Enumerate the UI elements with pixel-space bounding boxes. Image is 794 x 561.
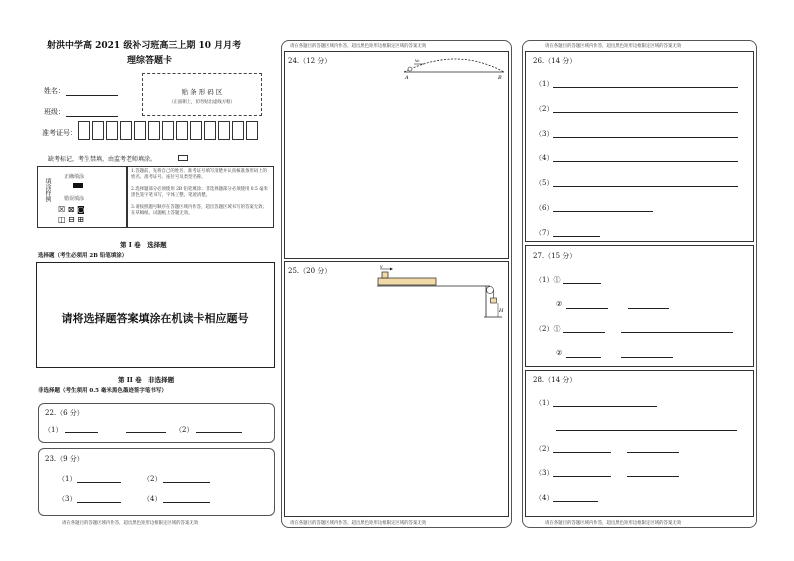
fill-sample-side-label: 填涂样例 xyxy=(44,178,51,202)
q26-item-2: （2） xyxy=(535,105,554,113)
q28-blank-6[interactable] xyxy=(627,476,679,477)
right-bottom-note: 请在各题目的答题区域内作答，超出黑色矩形边框限定区域的答案无效 xyxy=(545,521,682,526)
q28-blank-5[interactable] xyxy=(553,476,611,477)
q23-blank-3[interactable] xyxy=(77,502,121,503)
note-1: 1.答题前，先将自己的姓名、准考证号填写清楚并认真核准条形码上的姓名、准考证号、座位号及类型名称。 xyxy=(131,169,267,181)
q27-item-3: （2）① xyxy=(535,325,561,333)
q26-item-7: （7） xyxy=(535,229,554,237)
class-field[interactable] xyxy=(66,116,118,117)
name-field[interactable] xyxy=(66,95,118,96)
correct-fill-mark xyxy=(73,183,83,188)
q26-blank-7[interactable] xyxy=(553,236,600,237)
q23-blank-4[interactable] xyxy=(163,502,210,503)
q27-blank-7[interactable] xyxy=(621,357,673,358)
q23-blank-1[interactable] xyxy=(77,482,121,483)
svg-text:v: v xyxy=(380,265,383,270)
wrong-fill-marks-row2: ◫ ⊟ ⊞ xyxy=(58,215,85,224)
q26-blank-3[interactable] xyxy=(553,137,738,138)
exam-title: 射洪中学高 2021 级补习班高三上期 10 月月考 xyxy=(47,41,242,51)
q27-blank-4[interactable] xyxy=(563,332,605,333)
q22-blank-3[interactable] xyxy=(196,432,242,433)
q27-blank-2[interactable] xyxy=(566,308,608,309)
correct-fill-label: 正确填涂 xyxy=(64,174,85,180)
q28-item-1: （1） xyxy=(535,399,554,407)
q26-title: 26.（14 分） xyxy=(533,57,577,65)
q28-blank-3[interactable] xyxy=(553,452,611,453)
card-title: 理综答题卡 xyxy=(127,56,173,66)
q24-answer-area[interactable] xyxy=(284,51,509,259)
barcode-subtitle: （正面朝上，切勿贴出虚线方框） xyxy=(169,100,235,105)
choice-answer-box xyxy=(36,262,275,368)
q23-blank-2[interactable] xyxy=(163,482,210,483)
q26-item-6: （6） xyxy=(535,204,554,212)
svg-text:v₀: v₀ xyxy=(415,59,420,64)
note-3: 3.请按照题号顺序在答题区域内作答，超出答题区域书写的答案无效；在草稿纸、试题纸上答题无效。 xyxy=(131,205,267,217)
q28-item-2: （2） xyxy=(535,445,554,453)
q26-blank-2[interactable] xyxy=(553,112,738,113)
q27-item-4: ② xyxy=(556,349,563,357)
q23-item-4: （4） xyxy=(143,495,162,503)
svg-text:H: H xyxy=(499,308,504,314)
part1-subtitle: 选择题（考生必须用 2B 铅笔填涂） xyxy=(38,253,128,259)
wrong-fill-marks-row1: ☒ ⊠ ◙ xyxy=(58,205,85,214)
q22-item-1: （1） xyxy=(44,426,63,434)
absent-mark-text: 缺考标记，考生禁填，由监考老师填涂。 xyxy=(48,156,157,163)
name-label: 姓名： xyxy=(44,87,65,95)
q28-blank-1[interactable] xyxy=(553,406,657,407)
q28-answer-area[interactable] xyxy=(525,370,754,517)
part1-title: 第 I 卷 选择题 xyxy=(120,241,167,249)
q22-blank-1[interactable] xyxy=(65,432,98,433)
q26-blank-4[interactable] xyxy=(553,161,738,162)
q26-blank-1[interactable] xyxy=(553,87,738,88)
q23-item-2: （2） xyxy=(143,475,162,483)
q28-blank-7[interactable] xyxy=(553,501,598,502)
q28-item-4: （4） xyxy=(535,494,554,502)
part2-subtitle: 非选择题（考生须用 0.5 毫米黑色墨迹签字笔书写） xyxy=(38,388,167,394)
barcode-area xyxy=(142,73,262,116)
q27-item-1: （1）① xyxy=(535,276,561,284)
class-label: 班级： xyxy=(44,108,65,116)
q27-blank-5[interactable] xyxy=(621,332,733,333)
part2-title: 第 II 卷 非选择题 xyxy=(118,376,175,384)
q27-blank-1[interactable] xyxy=(563,283,601,284)
q28-item-3: （3） xyxy=(535,469,554,477)
q26-item-3: （3） xyxy=(535,130,554,138)
note-2: 2.选择题部分必须使用 2B 铅笔填涂；非选择题部分必须使用 0.5 毫米黑色签字笔书写，字体工整、笔迹清楚。 xyxy=(131,187,268,199)
svg-text:A: A xyxy=(405,75,409,81)
exam-no-label: 准考证号： xyxy=(42,129,77,137)
right-top-note: 请在各题目的答题区域内作答，超出黑色矩形边框限定区域的答案无效 xyxy=(545,44,682,49)
q28-title: 28.（14 分） xyxy=(533,376,577,384)
q26-item-4: （4） xyxy=(535,154,554,162)
q25-figure xyxy=(374,262,506,320)
q22-item-2: （2） xyxy=(175,426,194,434)
q26-answer-area[interactable] xyxy=(525,51,754,242)
q24-figure xyxy=(400,54,512,82)
q27-blank-6[interactable] xyxy=(566,357,601,358)
q23-item-3: （3） xyxy=(58,495,77,503)
left-bottom-note: 请在各题目的答题区域内作答，超出黑色矩形边框限定区域的答案无效 xyxy=(62,521,199,526)
q26-blank-6[interactable] xyxy=(553,211,653,212)
middle-top-note: 请在各题目的答题区域内作答，超出黑色矩形边框限定区域的答案无效 xyxy=(290,44,427,49)
absent-mark-box[interactable] xyxy=(178,155,188,161)
svg-text:B: B xyxy=(498,75,502,81)
choice-instruction: 请将选择题答案填涂在机读卡相应题号 xyxy=(61,312,249,325)
q23-title: 23.（9 分） xyxy=(45,455,84,463)
barcode-title: 贴 条 形 码 区 xyxy=(181,88,223,96)
q26-item-1: （1） xyxy=(535,80,554,88)
q24-title: 24.（12 分） xyxy=(288,57,332,65)
q27-blank-3[interactable] xyxy=(628,308,669,309)
q22-blank-2[interactable] xyxy=(126,432,166,433)
q28-blank-2[interactable] xyxy=(556,430,737,431)
q22-title: 22.（6 分） xyxy=(45,409,84,417)
q26-item-5: （5） xyxy=(535,179,554,187)
q28-blank-4[interactable] xyxy=(627,452,679,453)
q25-title: 25.（20 分） xyxy=(288,267,332,275)
q26-blank-5[interactable] xyxy=(553,186,738,187)
q23-item-1: （1） xyxy=(58,475,77,483)
middle-bottom-note: 请在各题目的答题区域内作答，超出黑色矩形边框限定区域的答案无效 xyxy=(290,521,427,526)
q27-item-2: ② xyxy=(556,300,563,308)
wrong-fill-label: 错误填涂 xyxy=(64,196,85,202)
q27-title: 27.（15 分） xyxy=(533,252,577,260)
